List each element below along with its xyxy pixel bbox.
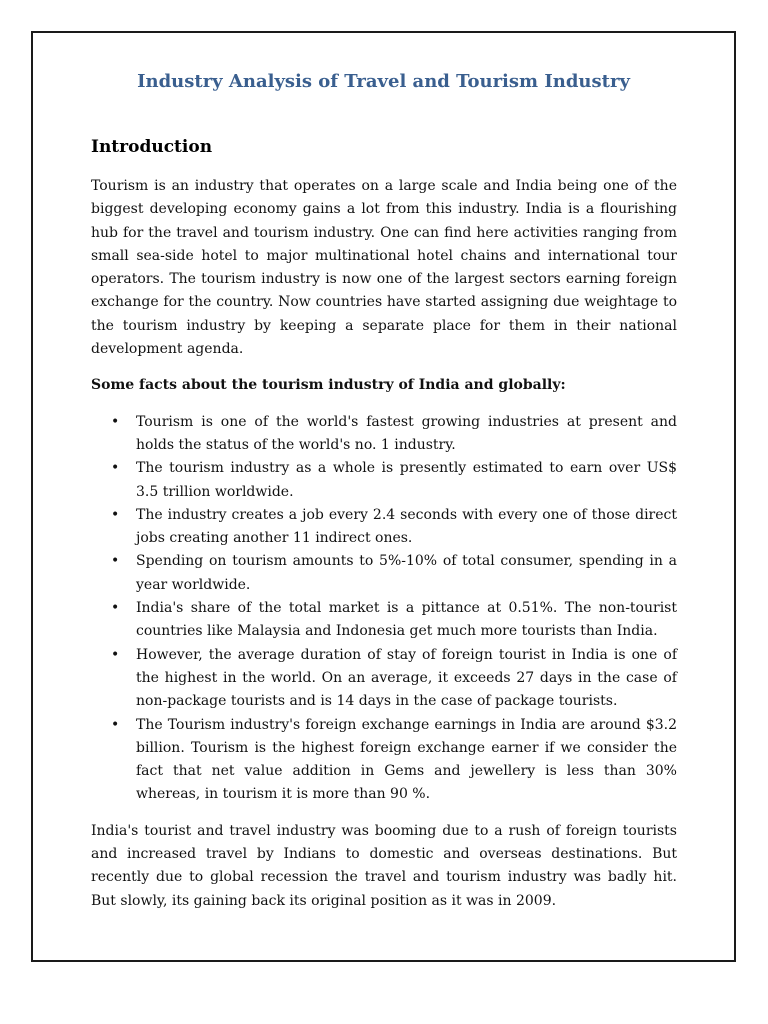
document-body bbox=[91, 175, 677, 913]
list-item bbox=[91, 550, 677, 597]
list-item-text: Tourism is one of the world's fastest growing industries at present and holds the status of the world's no. 1 industry. bbox=[136, 413, 677, 453]
facts-heading: Some facts about the tourism industry of India and globally: bbox=[91, 377, 566, 394]
list-item-text: The industry creates a job every 2.4 seconds with every one of those direct jobs creating another 11 indirect ones. bbox=[136, 506, 677, 547]
section-heading: Introduction bbox=[91, 137, 213, 157]
list-item bbox=[91, 504, 677, 551]
list-item-text: However, the average duration of stay of foreign tourist in India is one of the highest in the world. On an average, it exceeds 27 days in the case of non-package tourists and is 14 days in the case of package tourists. bbox=[136, 646, 677, 710]
document-page bbox=[31, 31, 736, 962]
intro-paragraph: Tourism is an industry that operates on a large scale and India being one of the biggest developing economy gains a lot from this industry. India is a flourishing hub for the travel and tourism industry. One can find here activities ranging from small sea-side hotel to major multinational hotel chains and international tour operators. The tourism industry is now one of the largest sectors earning foreign exchange for the country. Now countries have started assigning due weightage to the tourism industry by keeping a separate place for them in their national development agenda. bbox=[91, 178, 677, 358]
list-item-text: The Tourism industry's foreign exchange earnings in India are around $3.2 billion. Tourism is the highest foreign exchange earner if we consider the fact that net value addition in Gems and jewellery is less than 30% whereas, in tourism it is more than 90 %. bbox=[136, 716, 677, 803]
list-item-text: The tourism industry as a whole is presently estimated to earn over US$ 3.5 trillion worldwide. bbox=[136, 460, 677, 500]
bullet-icon: • bbox=[111, 553, 120, 570]
bullet-icon: • bbox=[111, 413, 120, 430]
list-item bbox=[91, 457, 677, 504]
list-item-text: India's share of the total market is a pittance at 0.51%. The non-tourist countries like Malaysia and Indonesia get much more tourists than India. bbox=[136, 600, 677, 640]
list-item bbox=[91, 411, 677, 458]
closing-paragraph: India's tourist and travel industry was booming due to a rush of foreign tourists and increased travel by Indians to domestic and overseas destinations. But recently due to global recession the travel and tourism industry was badly hit. But slowly, its gaining back its original position as it was in 2009. bbox=[91, 822, 677, 909]
bullet-icon: • bbox=[111, 506, 120, 523]
list-item bbox=[91, 714, 677, 807]
list-item bbox=[91, 644, 677, 714]
facts-list bbox=[91, 411, 677, 807]
bullet-icon: • bbox=[111, 600, 120, 617]
bullet-icon: • bbox=[111, 646, 120, 663]
list-item bbox=[91, 597, 677, 644]
document-title: Industry Analysis of Travel and Tourism Industry bbox=[137, 71, 630, 92]
bullet-icon: • bbox=[111, 460, 120, 477]
list-item-text: Spending on tourism amounts to 5%-10% of total consumer, spending in a year worldwide. bbox=[136, 553, 677, 593]
bullet-icon: • bbox=[111, 716, 120, 733]
